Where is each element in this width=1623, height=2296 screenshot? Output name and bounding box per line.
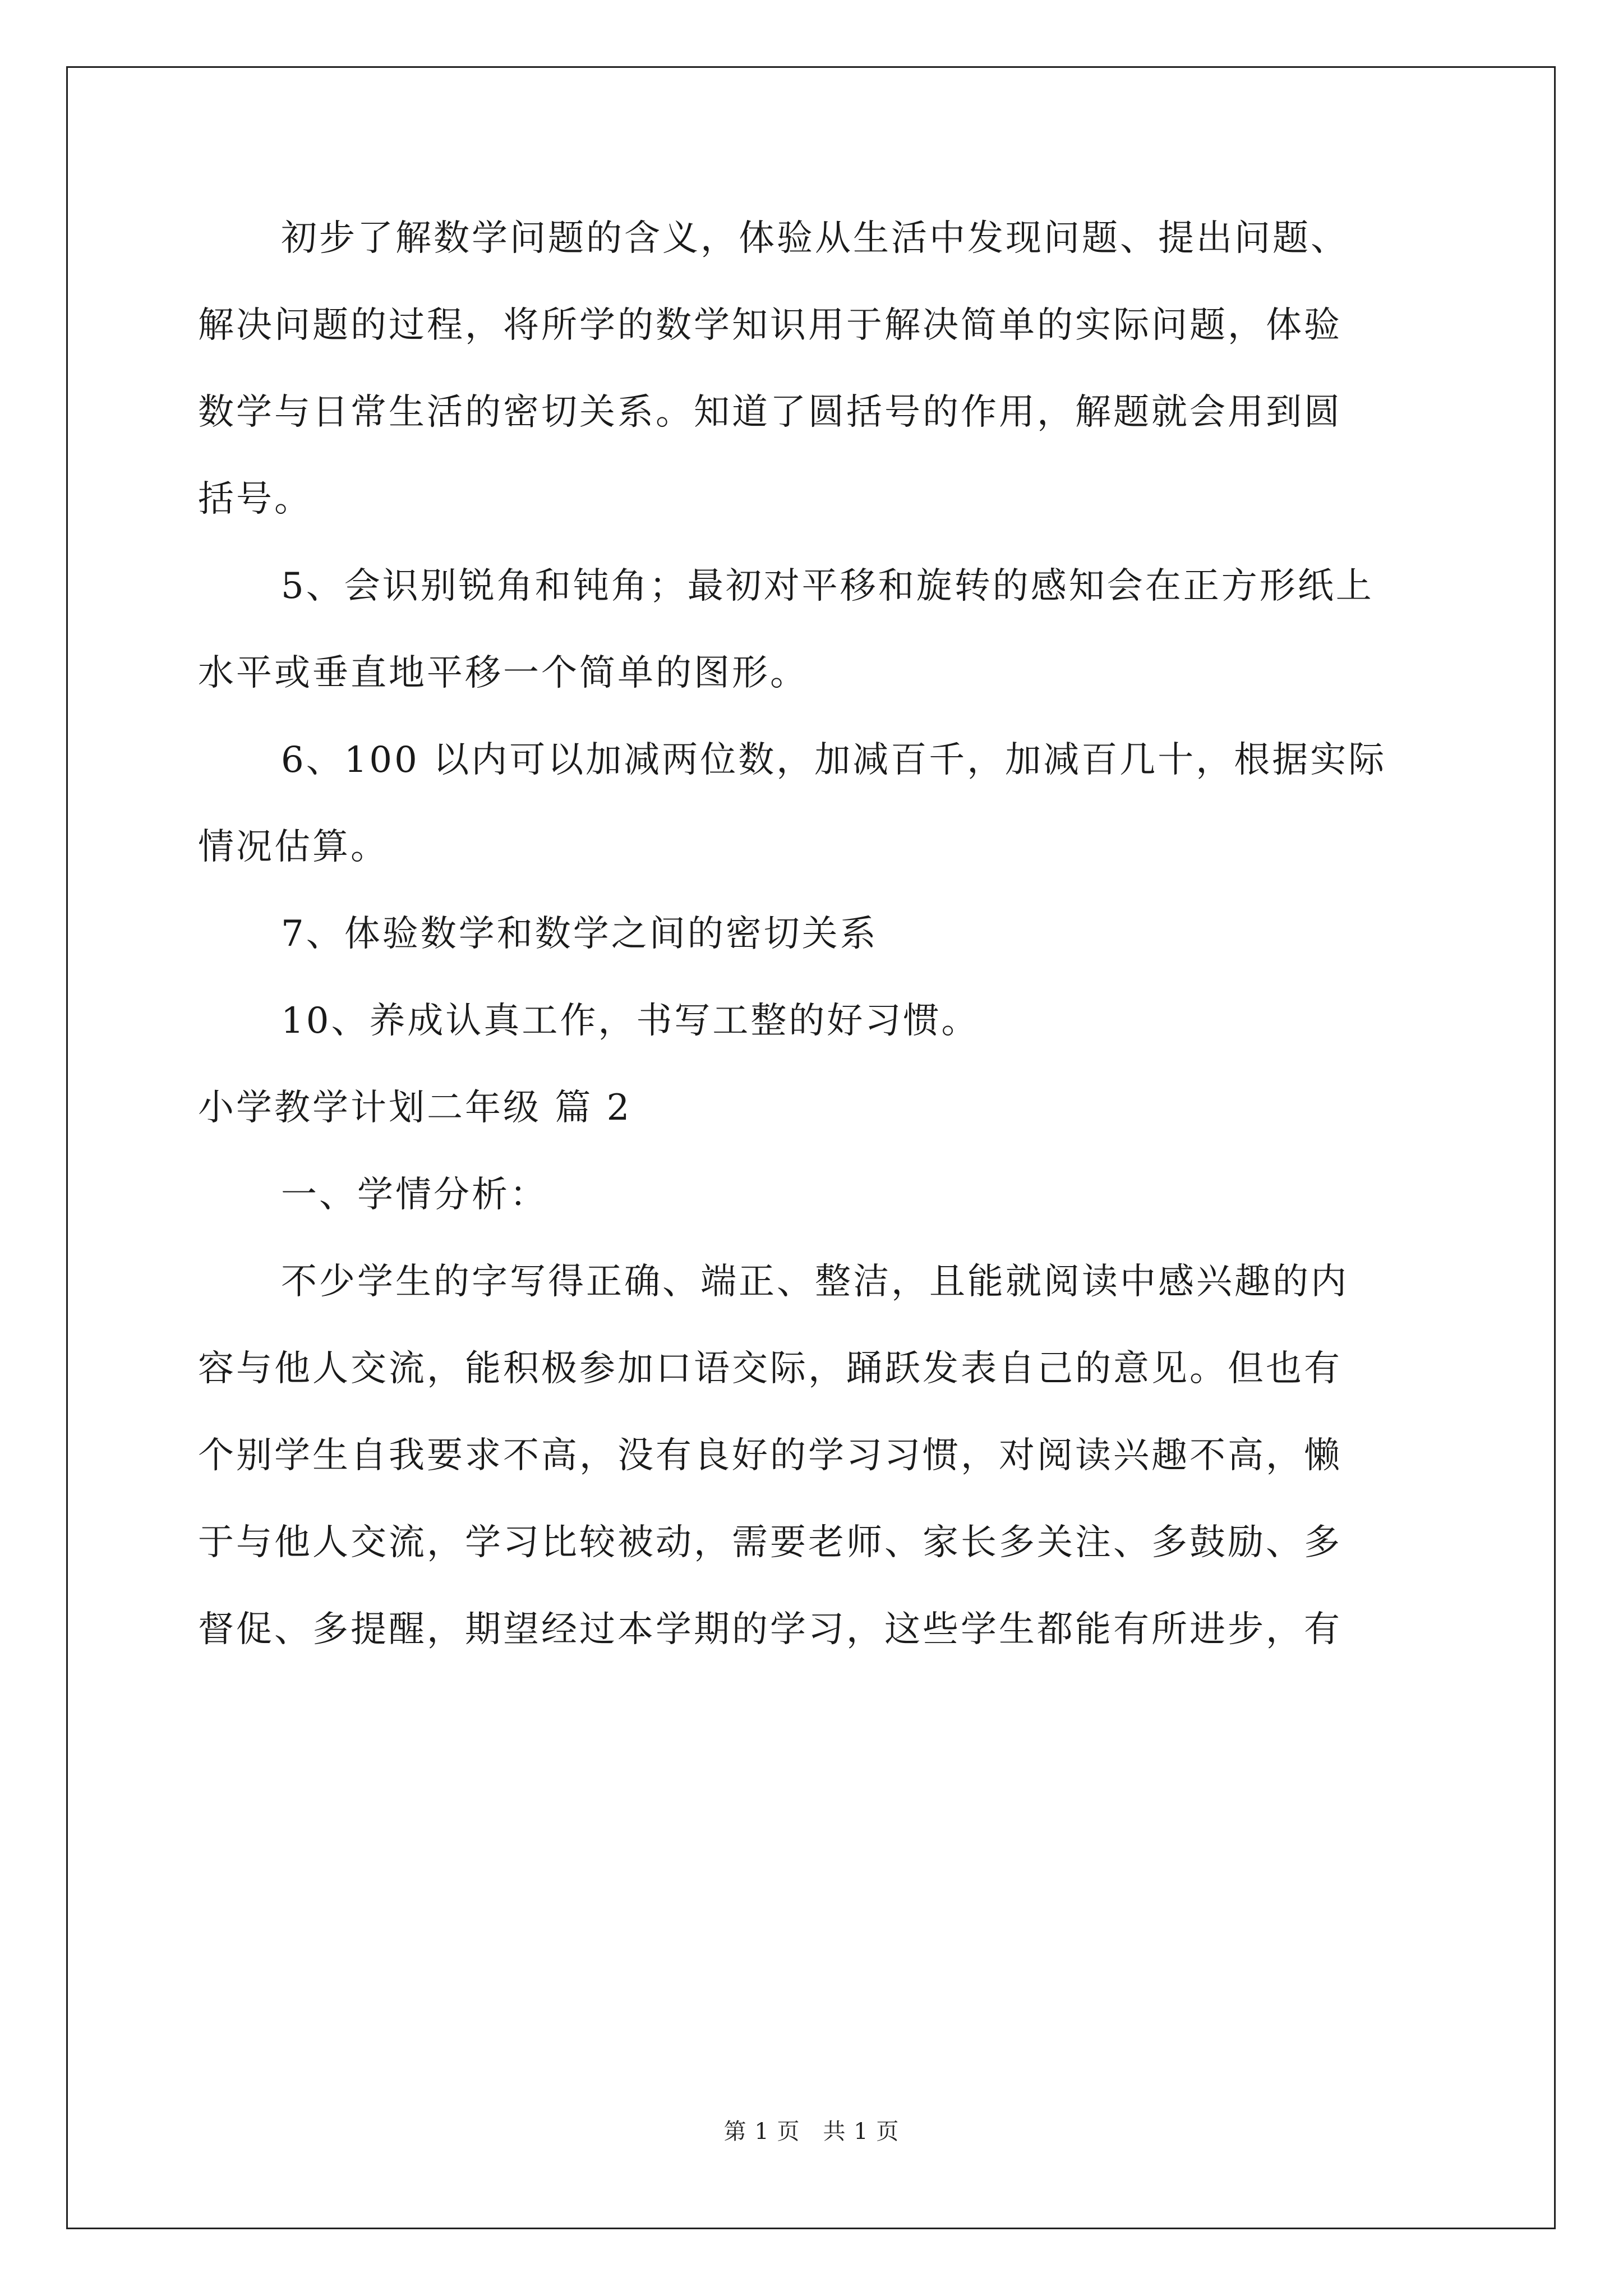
paragraph-line: 7、体验数学和数学之间的密切关系 [281, 913, 878, 955]
subsection-heading: 一、学情分析： [281, 1174, 548, 1216]
paragraph-line: 数学与日常生活的密切关系。知道了圆括号的作用，解题就会用到圆 [198, 392, 1342, 433]
paragraph-line: 个别学生自我要求不高，没有良好的学习习惯，对阅读兴趣不高，懒 [198, 1435, 1342, 1476]
paragraph-line: 6、100 以内可以加减两位数，加减百千，加减百几十，根据实际 [281, 739, 1387, 781]
paragraph-line: 初步了解数学问题的含义，体验从生活中发现问题、提出问题、 [281, 218, 1349, 259]
paragraph-line: 容与他人交流，能积极参加口语交际，踊跃发表自己的意见。但也有 [198, 1348, 1342, 1389]
paragraph-line: 解决问题的过程，将所学的数学知识用于解决简单的实际问题，体验 [198, 305, 1342, 346]
paragraph-line: 5、会识别锐角和钝角；最初对平移和旋转的感知会在正方形纸上 [281, 565, 1374, 607]
paragraph-line: 括号。 [198, 478, 312, 520]
section-heading: 小学教学计划二年级 篇 2 [198, 1087, 632, 1129]
paragraph-line: 不少学生的字写得正确、端正、整洁，且能就阅读中感兴趣的内 [281, 1261, 1349, 1303]
paragraph-line: 于与他人交流，学习比较被动，需要老师、家长多关注、多鼓励、多 [198, 1522, 1342, 1563]
page-footer: 第 1 页 共 1 页 [723, 2119, 900, 2145]
paragraph-line: 督促、多提醒，期望经过本学期的学习，这些学生都能有所进步，有 [198, 1609, 1342, 1650]
paragraph-line: 水平或垂直地平移一个简单的图形。 [198, 652, 808, 694]
paragraph-line: 10、养成认真工作，书写工整的好习惯。 [281, 1000, 980, 1042]
paragraph-line: 情况估算。 [198, 826, 389, 868]
